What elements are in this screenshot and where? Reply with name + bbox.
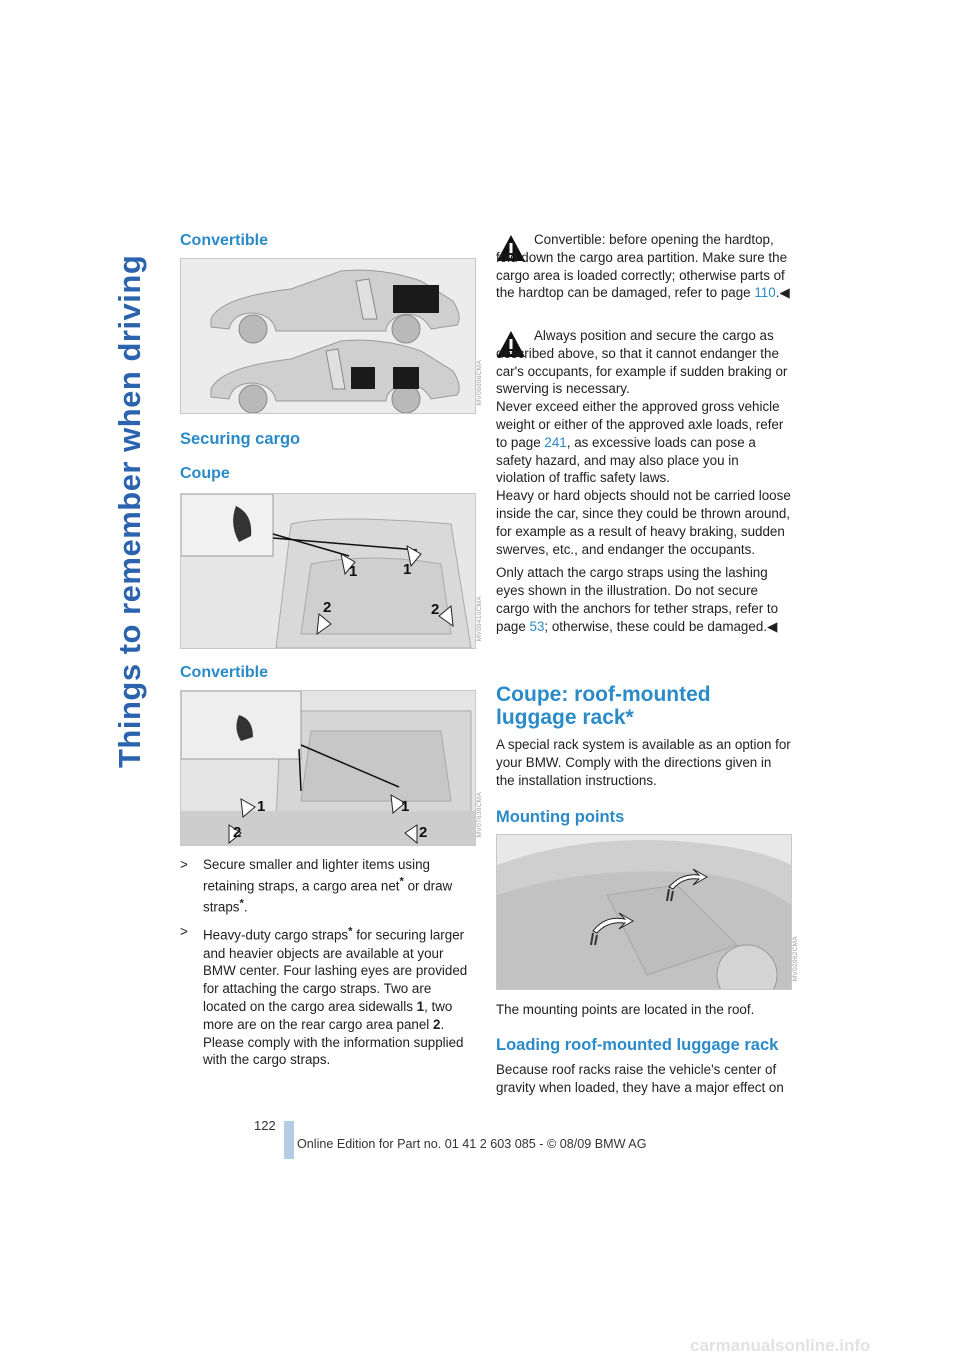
list-item: > Secure smaller and lighter items using retaining straps, a cargo area net* or draw straps*. <box>180 857 453 915</box>
label-2-left: 2 <box>323 599 332 616</box>
paragraph-loading: Because roof racks raise the vehicle's center of gravity when loaded, they have a major effect on <box>496 1062 784 1095</box>
heading-coupe: Coupe <box>180 465 230 482</box>
watermark: carmanualsonline.info <box>690 1336 871 1355</box>
bullet-list-section <box>180 856 475 1076</box>
label-1-right: 1 <box>403 561 412 578</box>
heading-securing-cargo: Securing cargo <box>180 430 301 448</box>
warning-cargo-safety: Always position and secure the cargo as described above, so that it cannot endanger the car's occupants, for example if sudden braking or swerving is necessary. Never exceed either the approved gross vehicle weight or either of the approved axle loads, refer to page 241, as excessive loads can pose a safety hazard, and may also place you in violation of traffic safety laws. Heavy or hard objects should not be carried loose inside the car, since they could be thrown around, for example as a result of heavy braking, sudden swerves, etc., and endanger the occupants. Only attach the cargo straps using the lashing eyes shown in the illustration. Do not secure cargo with the anchors for tether straps, refer to page 53; otherwise, these could be damaged.◀ <box>496 328 791 634</box>
page-number: 122 <box>254 1118 276 1133</box>
label-2-right: 2 <box>431 601 440 618</box>
list-item: > Heavy-duty cargo straps* for securing larger and heavier objects are available at your BMW center. Four lashing eyes are provided for attaching the cargo straps. Two are located on the cargo area sidewalls 1, two more are on the rear cargo area panel 2. Please comply with the information supplied with the cargo straps. <box>180 924 468 1068</box>
page-link-241[interactable]: 241 <box>544 434 567 450</box>
label-2-left: 2 <box>233 824 242 841</box>
label-1-right: 1 <box>401 798 410 815</box>
heading-roof-rack: Coupe: roof-mounted luggage rack* <box>496 683 711 729</box>
warning-hardtop: Convertible: before opening the hardtop, fold down the cargo area partition. Make sure the cargo area is loaded correctly; otherwise parts of the hardtop can be damaged, refer to page 110.◀ <box>496 232 790 301</box>
page-link-110[interactable]: 110 <box>754 285 776 301</box>
figure-convertible-lashing-eyes <box>180 690 476 846</box>
bullet-list <box>180 856 475 1069</box>
figure-code: MV06006CMA <box>476 360 483 406</box>
footer-edition: Online Edition for Part no. 01 41 2 603 085 - © 08/09 BMW AG <box>297 1137 647 1151</box>
label-1-left: 1 <box>257 798 266 815</box>
heading-convertible-top: Convertible <box>180 232 269 249</box>
sidebar-chapter-title <box>112 228 156 768</box>
label-2-right: 2 <box>419 824 428 841</box>
figure-coupe-lashing-eyes <box>180 493 476 649</box>
paragraph-rack: A special rack system is available as an option for your BMW. Comply with the directions given in the installation instructions. <box>496 737 791 788</box>
heading-convertible: Convertible <box>180 664 269 681</box>
bullet-marker: > <box>180 857 188 872</box>
bullet-marker: > <box>180 924 188 940</box>
figure-code: MV02062CMA <box>792 936 799 982</box>
figure-mounting-points <box>496 834 792 990</box>
heading-loading-rack: Loading roof-mounted luggage rack <box>496 1036 779 1054</box>
chapter-title: Things to remember when driving <box>112 254 147 768</box>
figure-code: MV07630CMA <box>476 792 483 838</box>
figure-code: MV09410CMA <box>476 596 483 642</box>
heading-mounting-points: Mounting points <box>496 808 625 826</box>
paragraph-mounting: The mounting points are located in the roof. <box>496 1002 755 1017</box>
figure-convertible-partition <box>180 258 476 414</box>
footer-accent-bar <box>284 1121 294 1159</box>
label-1-left: 1 <box>349 563 358 580</box>
page-link-53[interactable]: 53 <box>529 618 545 634</box>
